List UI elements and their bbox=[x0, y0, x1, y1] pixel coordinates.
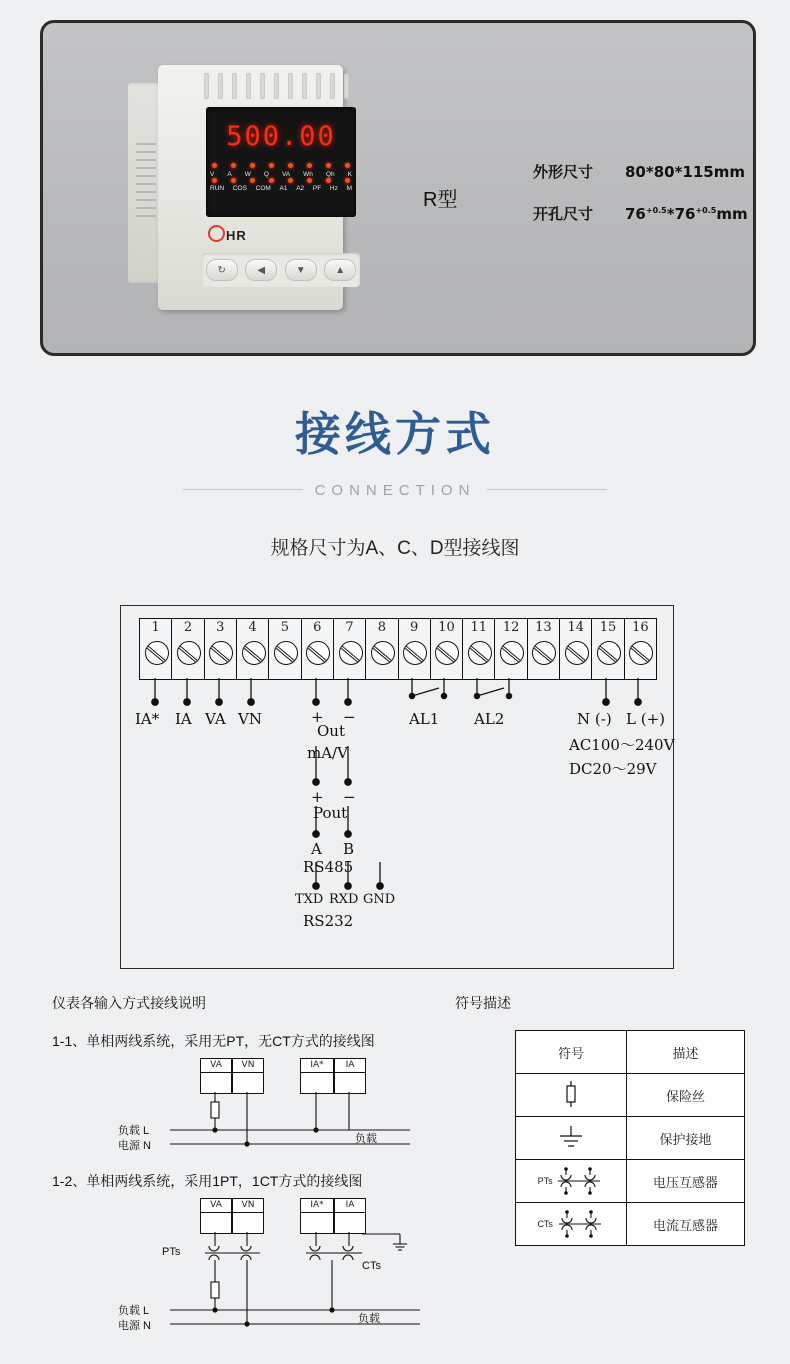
terminal-6: 6 bbox=[302, 619, 334, 679]
fig2-load-l: 负载 L bbox=[118, 1305, 150, 1317]
led-label: K bbox=[347, 171, 352, 178]
divider-left bbox=[183, 489, 303, 490]
brand-logo bbox=[208, 225, 268, 243]
spec-key: 开孔尺寸 bbox=[533, 206, 594, 223]
led-label: VA bbox=[281, 171, 291, 178]
terminal-5: 5 bbox=[269, 619, 301, 679]
fuse-icon bbox=[516, 1074, 627, 1117]
terminal-7: 7 bbox=[334, 619, 366, 679]
spec-key: 外形尺寸 bbox=[533, 164, 594, 181]
terminal-4: 4 bbox=[237, 619, 269, 679]
section-description: 规格尺寸为A、C、D型接线图 bbox=[270, 538, 520, 559]
terminal-14: 14 bbox=[560, 619, 592, 679]
fig2-box-va: VA bbox=[200, 1198, 232, 1234]
label-out: Out bbox=[317, 722, 345, 740]
label-vn: VN bbox=[238, 710, 262, 728]
terminal-15: 15 bbox=[592, 619, 624, 679]
indicator-leds-row2 bbox=[212, 178, 350, 183]
label-l-pos: L (+) bbox=[626, 710, 666, 728]
fig1-power-n: 电源 N bbox=[118, 1140, 151, 1152]
fig1-box-ia: IA bbox=[334, 1058, 366, 1094]
terminal-wiring-diagram bbox=[120, 605, 674, 969]
wiring-lines bbox=[121, 606, 673, 968]
note-1-1: 1-1、单相两线系统，采用无PT，无CT方式的接线图 bbox=[52, 1033, 375, 1049]
led-label: PF bbox=[312, 185, 322, 192]
fig2-lines bbox=[110, 1198, 440, 1348]
led-label: A bbox=[227, 171, 232, 178]
ct-icon-label: CTs bbox=[537, 1219, 553, 1229]
led-label: RUN bbox=[210, 185, 225, 192]
desc-ct: 电流互感器 bbox=[627, 1203, 745, 1246]
fig2-power-n: 电源 N bbox=[118, 1320, 151, 1332]
wiring-figure-2 bbox=[110, 1198, 440, 1348]
terminal-12: 12 bbox=[495, 619, 527, 679]
terminal-10: 10 bbox=[431, 619, 463, 679]
key-up[interactable]: ▲ bbox=[324, 259, 356, 281]
fig2-box-vn: VN bbox=[232, 1198, 264, 1234]
note-1-2: 1-2、单相两线系统，采用1PT，1CT方式的接线图 bbox=[52, 1173, 363, 1189]
led-label: COM bbox=[255, 185, 271, 192]
top-vents bbox=[198, 73, 363, 103]
terminal-2: 2 bbox=[172, 619, 204, 679]
brand-text: HR bbox=[226, 228, 247, 243]
table-row bbox=[516, 1160, 745, 1203]
notes-title: 仪表各输入方式接线说明 bbox=[52, 995, 206, 1011]
section-subtitle: CONNECTION bbox=[0, 482, 790, 499]
desc-pt: 电压互感器 bbox=[627, 1160, 745, 1203]
ct-icon bbox=[516, 1203, 627, 1246]
fig1-box-va: VA bbox=[200, 1058, 232, 1094]
label-ma-v: mA/V bbox=[307, 744, 348, 762]
meter-display-screen bbox=[206, 107, 356, 217]
label-pout-minus: − bbox=[343, 788, 356, 806]
fig2-box-ia: IA bbox=[334, 1198, 366, 1234]
led-label: A2 bbox=[296, 185, 305, 192]
spec-value: 80*80*115mm bbox=[625, 163, 746, 181]
label-rs485-b: B bbox=[343, 840, 355, 858]
label-gnd: GND bbox=[363, 892, 396, 907]
meter-device bbox=[128, 65, 358, 315]
fig1-box-vn: VN bbox=[232, 1058, 264, 1094]
led-label: COS bbox=[232, 185, 247, 192]
terminal-9: 9 bbox=[399, 619, 431, 679]
fig1-load-right: 负载 bbox=[355, 1133, 377, 1145]
label-out-plus: + bbox=[311, 708, 324, 726]
terminal-16: 16 bbox=[625, 619, 656, 679]
fig1-lines bbox=[110, 1058, 430, 1158]
display-value: 500.00 bbox=[226, 121, 336, 152]
symbol-table-title: 符号描述 bbox=[455, 995, 511, 1011]
label-rs485-a: A bbox=[311, 840, 322, 858]
terminal-13: 13 bbox=[528, 619, 560, 679]
led-label: M bbox=[346, 185, 352, 192]
indicator-leds-row1 bbox=[212, 163, 350, 168]
key-power[interactable]: ↻ bbox=[206, 259, 238, 281]
table-row bbox=[516, 1074, 745, 1117]
symbol-table bbox=[515, 1030, 745, 1246]
label-ia: IA bbox=[175, 710, 192, 728]
led-label: Wh bbox=[303, 171, 313, 178]
label-n-neg: N (-) bbox=[577, 710, 612, 728]
terminal-3: 3 bbox=[205, 619, 237, 679]
spec-value: $76^{+0.5}*76^{+0.5}mm$ bbox=[625, 205, 748, 223]
label-al1: AL1 bbox=[409, 710, 440, 728]
led-label: Hz bbox=[329, 185, 338, 192]
led-label: Qh bbox=[325, 171, 335, 178]
fig2-load-right: 负载 bbox=[358, 1313, 380, 1325]
table-header-row bbox=[516, 1031, 745, 1074]
meter-body bbox=[158, 65, 352, 310]
label-pout-plus: + bbox=[311, 788, 324, 806]
table-row bbox=[516, 1117, 745, 1160]
fig1-load-l: 负载 L bbox=[118, 1125, 150, 1137]
label-out-minus: − bbox=[343, 708, 356, 726]
led-labels-row1 bbox=[210, 171, 352, 178]
desc-ground: 保护接地 bbox=[627, 1117, 745, 1160]
pt-icon bbox=[516, 1160, 627, 1203]
label-rs485: RS485 bbox=[303, 858, 354, 876]
label-al2: AL2 bbox=[474, 710, 505, 728]
led-labels-row2 bbox=[210, 185, 352, 192]
led-label: W bbox=[244, 171, 251, 178]
label-pout: Pout bbox=[313, 804, 348, 822]
led-label: Q bbox=[263, 171, 269, 178]
spec-row-cutout-dimension bbox=[533, 192, 756, 234]
label-txd: TXD bbox=[295, 892, 324, 907]
terminal-11: 11 bbox=[463, 619, 495, 679]
fig1-box-ia-star: IA* bbox=[300, 1058, 334, 1094]
fig2-cts-label: CTs bbox=[362, 1260, 381, 1272]
fig2-pts-label: PTs bbox=[162, 1246, 181, 1258]
header-description: 描述 bbox=[627, 1031, 745, 1074]
model-type-label: R型 bbox=[423, 189, 458, 211]
wiring-figure-1 bbox=[110, 1058, 430, 1158]
terminal-1: 1 bbox=[140, 619, 172, 679]
brand-o-icon bbox=[208, 225, 225, 242]
label-va: VA bbox=[205, 710, 226, 728]
spec-row-outer-dimension bbox=[533, 153, 756, 192]
section-title: 接线方式 bbox=[295, 407, 495, 461]
led-label: A1 bbox=[279, 185, 288, 192]
label-rxd: RXD bbox=[329, 892, 359, 907]
key-left[interactable]: ◀ bbox=[245, 259, 277, 281]
label-ia-star: IA* bbox=[135, 710, 160, 728]
divider-right bbox=[487, 489, 607, 490]
terminal-8: 8 bbox=[366, 619, 398, 679]
label-ac-range: AC100～240V bbox=[569, 736, 675, 754]
desc-fuse: 保险丝 bbox=[627, 1074, 745, 1117]
side-vents bbox=[136, 143, 156, 243]
ground-icon bbox=[516, 1117, 627, 1160]
pt-icon-label: PTs bbox=[537, 1176, 553, 1186]
table-row bbox=[516, 1203, 745, 1246]
product-photo-panel bbox=[40, 20, 756, 356]
fig2-box-ia-star: IA* bbox=[300, 1198, 334, 1234]
label-dc-range: DC20～29V bbox=[569, 760, 657, 778]
label-rs232: RS232 bbox=[303, 912, 354, 930]
keypad bbox=[202, 253, 360, 287]
spec-list bbox=[533, 153, 756, 234]
led-label: V bbox=[210, 171, 215, 178]
key-down[interactable]: ▼ bbox=[285, 259, 317, 281]
header-symbol: 符号 bbox=[516, 1031, 627, 1074]
